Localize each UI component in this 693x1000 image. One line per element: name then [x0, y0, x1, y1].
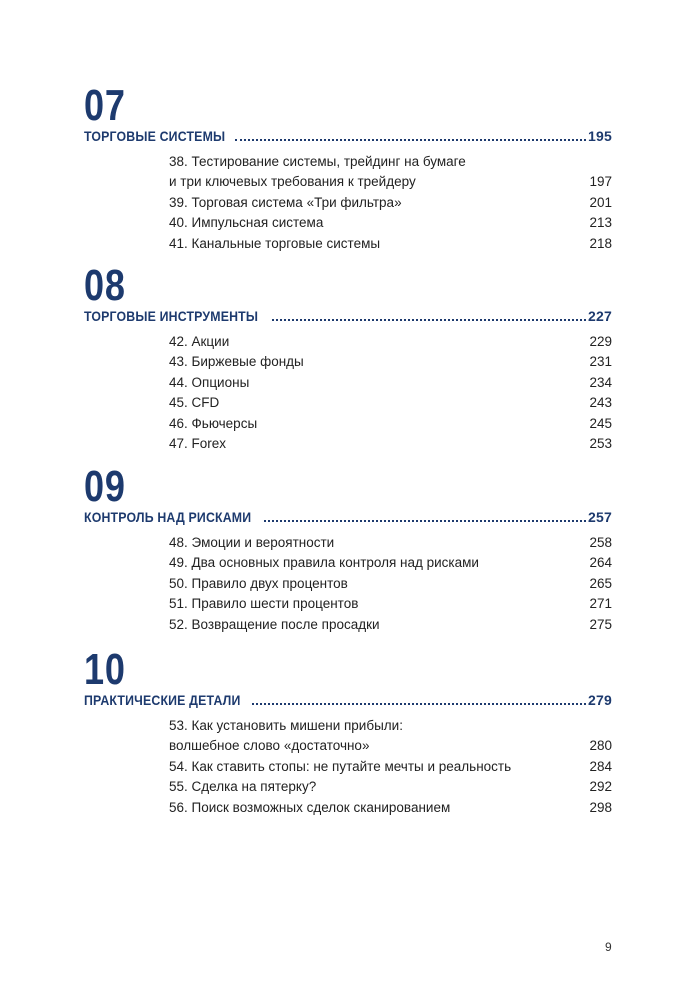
- toc-item-title: 56. Поиск возможных сделок сканированием: [169, 799, 451, 815]
- toc-items: [169, 533, 612, 635]
- toc-item-page: 231: [589, 354, 612, 370]
- toc-item-page: 284: [589, 758, 612, 774]
- toc-item-title: 44. Опционы: [169, 374, 250, 390]
- toc-item-page: 275: [589, 616, 612, 632]
- toc-item-page: 253: [589, 436, 612, 452]
- toc-section-09: [84, 462, 612, 635]
- toc-item-title: 55. Сделка на пятерку?: [169, 779, 317, 795]
- toc-item-title: 45. CFD: [169, 395, 220, 411]
- toc-item-title: 53. Как установить мишени прибыли:: [169, 718, 403, 733]
- toc-item-page: 218: [589, 235, 612, 251]
- toc-item[interactable]: [169, 352, 612, 372]
- toc-item-title: 42. Акции: [169, 334, 230, 349]
- toc-item-title: 48. Эмоции и вероятности: [169, 535, 335, 550]
- dot-leader: [235, 139, 587, 141]
- toc-section-10: [84, 645, 612, 818]
- chapter-page: 279: [588, 692, 612, 708]
- chapter-title: КОНТРОЛЬ НАД РИСКАМИ: [84, 509, 252, 525]
- chapter-heading[interactable]: [84, 308, 612, 328]
- toc-item-page: 197: [589, 174, 612, 190]
- section-number: 07: [84, 81, 126, 130]
- toc-item-title: и три ключевых требования к трейдеру: [169, 174, 416, 190]
- toc-item[interactable]: [169, 716, 612, 736]
- toc-item[interactable]: [169, 332, 612, 352]
- toc-section-08: [84, 261, 612, 454]
- toc-item-title: 39. Торговая система «Три фильтра»: [169, 194, 402, 210]
- toc-item-title: 50. Правило двух процентов: [169, 575, 348, 591]
- section-number: 08: [84, 261, 126, 310]
- chapter-page: 227: [588, 308, 612, 324]
- chapter-heading[interactable]: [84, 692, 612, 712]
- dot-leader: [252, 703, 586, 705]
- section-number: 10: [84, 645, 126, 694]
- toc-item[interactable]: [169, 574, 612, 594]
- toc-item[interactable]: [169, 213, 612, 233]
- toc-item-page: 298: [589, 799, 612, 815]
- toc-item-title: 46. Фьючерсы: [169, 415, 258, 431]
- toc-section-07: [84, 81, 612, 254]
- toc-item-title: 52. Возвращение после просадки: [169, 616, 380, 632]
- toc-item-page: 245: [589, 415, 612, 431]
- toc-item-page: 264: [589, 555, 612, 571]
- toc-item[interactable]: [169, 615, 612, 635]
- toc-item-page: 201: [589, 194, 612, 210]
- toc-items: [169, 152, 612, 254]
- toc-item[interactable]: [169, 736, 612, 756]
- toc-items: [169, 332, 612, 454]
- chapter-title: ТОРГОВЫЕ ИНСТРУМЕНТЫ: [84, 308, 259, 324]
- toc-item-page: 271: [589, 596, 612, 612]
- toc-item-page: 280: [589, 738, 612, 754]
- toc-item-page: 234: [589, 374, 612, 390]
- toc-item[interactable]: [169, 757, 612, 777]
- page-number: 9: [605, 940, 612, 954]
- toc-item[interactable]: [169, 414, 612, 434]
- toc-item[interactable]: [169, 152, 612, 172]
- toc-item-title: 47. Forex: [169, 436, 227, 452]
- toc-item[interactable]: [169, 193, 612, 213]
- toc-item[interactable]: [169, 172, 612, 192]
- toc-item[interactable]: [169, 594, 612, 614]
- toc-item-title: 54. Как ставить стопы: не путайте мечты и реальность: [169, 758, 512, 774]
- toc-item[interactable]: [169, 373, 612, 393]
- toc-item-page: 265: [589, 575, 612, 591]
- dot-leader: [264, 520, 586, 522]
- toc-item[interactable]: [169, 234, 612, 254]
- toc-item[interactable]: [169, 434, 612, 454]
- toc-item[interactable]: [169, 553, 612, 573]
- chapter-title: ПРАКТИЧЕСКИЕ ДЕТАЛИ: [84, 692, 241, 708]
- toc-item-title: 38. Тестирование системы, трейдинг на бумаге: [169, 154, 466, 169]
- toc-item[interactable]: [169, 533, 612, 553]
- toc-item-title: 49. Два основных правила контроля над рисками: [169, 555, 479, 571]
- chapter-page: 257: [588, 509, 612, 525]
- toc-item-title: 41. Канальные торговые системы: [169, 235, 381, 251]
- chapter-page: 195: [588, 128, 612, 144]
- toc-item[interactable]: [169, 393, 612, 413]
- toc-item-title: 40. Импульсная система: [169, 215, 324, 231]
- chapter-heading[interactable]: [84, 509, 612, 529]
- section-number: 09: [84, 462, 126, 511]
- toc-items: [169, 716, 612, 818]
- toc-item-page: 258: [589, 535, 612, 550]
- chapter-heading[interactable]: [84, 128, 612, 148]
- chapter-title: ТОРГОВЫЕ СИСТЕМЫ: [84, 128, 226, 144]
- toc-item-page: 229: [589, 334, 612, 349]
- toc-item-page: 213: [589, 215, 612, 231]
- dot-leader: [272, 319, 586, 321]
- toc-item-title: 43. Биржевые фонды: [169, 354, 304, 370]
- toc-item-title: 51. Правило шести процентов: [169, 596, 359, 612]
- toc-item[interactable]: [169, 777, 612, 797]
- toc-item[interactable]: [169, 798, 612, 818]
- toc-item-page: 292: [589, 779, 612, 795]
- toc-item-title: волшебное слово «достаточно»: [169, 738, 370, 754]
- toc-item-page: 243: [589, 395, 612, 411]
